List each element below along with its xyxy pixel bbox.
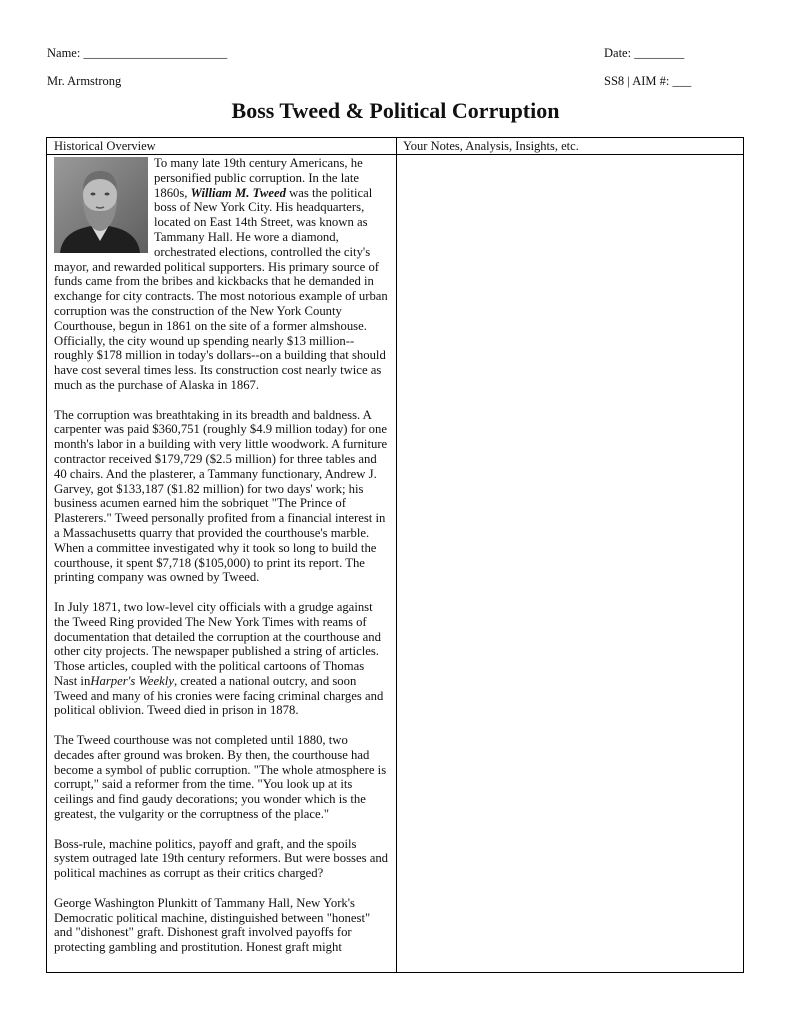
- portrait-photo-icon: [54, 157, 148, 253]
- notes-heading: Your Notes, Analysis, Insights, etc.: [403, 139, 579, 153]
- date-field-line: Date: ________: [604, 46, 685, 60]
- paragraph-1-rest: was the political boss of New York City. His headquarters, located on East 14th Street, was known as Tammany Hall. He wore a diamond, orchestrated elections, controlled the city's mayor, and rewarded political supporters. His primary source of funds came from the bribes and kickbacks that he demanded in exchange for city contracts. The most notorious example of urban corruption was the construction of the New York County Courthouse, begun in 1861 on the site of a former almshouse. Officially, the city wound up spending nearly $13 million--roughly $178 million in today's dollars--on a building that should have cost several times less. Its construction cost nearly twice as much as the purchase of Alaska in 1867.: [54, 185, 388, 392]
- william-tweed-name: William M. Tweed: [190, 185, 286, 200]
- page-title: Boss Tweed & Political Corruption: [231, 98, 560, 123]
- historical-overview-text: [54, 156, 390, 971]
- paragraph-2: The corruption was breathtaking in its breadth and baldness. A carpenter was paid $360,751 (roughly $4.9 million today) for one month's labor in a building with very little woodwork. A furniture contractor received $179,729 ($2.5 million) for three tables and 40 chairs. And the plasterer, a Tammany functionary, Andrew J. Garvey, got $133,187 ($1.82 million) for two days' work; his business acumen earned him the sobriquet "The Prince of Plasterers." Tweed personally profited from a financial interest in a Massachusetts quarry that provided the courthouse's marble. When a committee investigated why it took so long to build the courthouse, it spent $7,718 ($105,000) to print its report. The printing company was owned by Tweed.: [54, 407, 388, 585]
- name-field-line: Name: _______________________: [47, 46, 228, 60]
- paragraph-1-intro: To many late 19th century Americans, he personified public corruption. In the late 1860s,: [154, 156, 363, 200]
- paragraph-3-intro: In July 1871, two low-level city officials with a grudge against the Tweed Ring provided The New York Times with reams of documentation that detailed the corruption at the courthouse and other city projects. The newspaper published a string of articles. Those articles, coupled with the political cartoons of Thomas Nast in: [54, 599, 381, 688]
- overview-table: [46, 137, 744, 973]
- paragraph-3-rest: , created a national outcry, and soon Tweed and many of his cronies were facing criminal charges and political oblivion. Tweed died in prison in 1878.: [54, 673, 384, 718]
- harpers-weekly-title: Harper's Weekly: [90, 673, 174, 688]
- paragraph-6: George Washington Plunkitt of Tammany Hall, New York's Democratic political machine, distinguished between "honest" and "dishonest" graft. Dishonest graft involved payoffs for protecting gambling and prostitution. Honest graft might: [54, 895, 371, 955]
- historical-overview-heading: Historical Overview: [54, 139, 156, 153]
- notes-area[interactable]: [397, 155, 743, 972]
- paragraph-5: Boss-rule, machine politics, payoff and graft, and the spoils system outraged late 19th century reformers. But were bosses and political machines as corrupt as their critics charged?: [54, 836, 389, 881]
- teacher-name: Mr. Armstrong: [47, 74, 122, 88]
- paragraph-4: The Tweed courthouse was not completed until 1880, two decades after ground was broken. By then, the courthouse had become a symbol of public corruption. "The whole atmosphere is corrupt," said a reformer from the time. "You look up at its ceilings and find gaudy decorations; you wonder which is the greatest, the vulgarity or the corruptness of the place.": [54, 733, 387, 822]
- aim-field-line: SS8 | AIM #: ___: [604, 74, 692, 88]
